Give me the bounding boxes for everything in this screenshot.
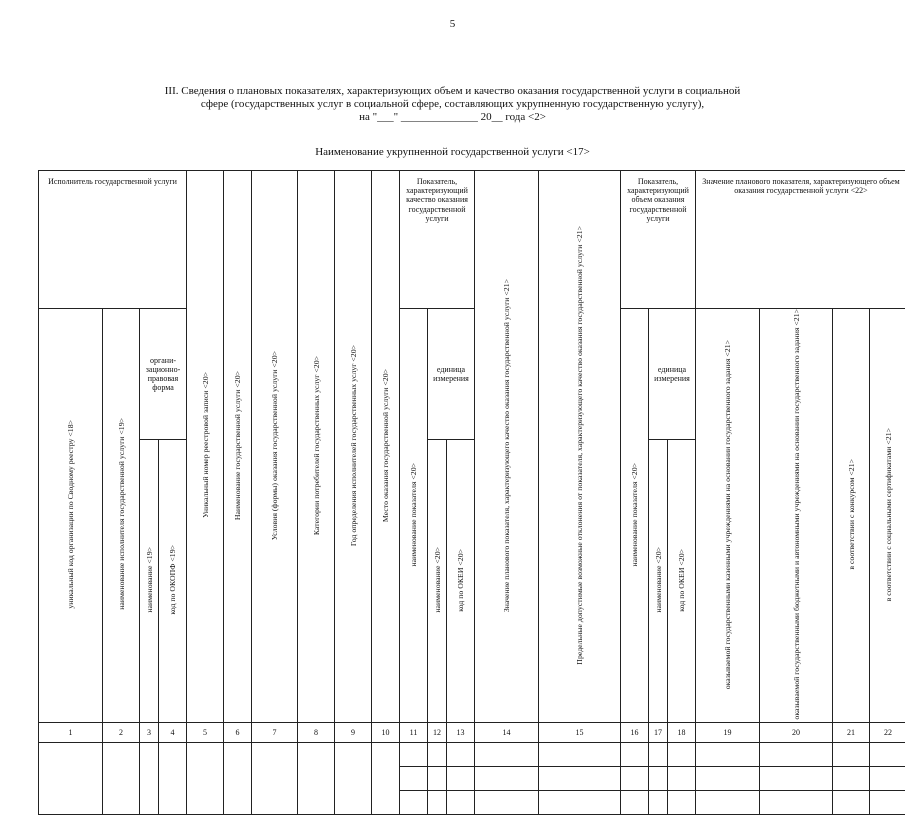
col-number: 8 <box>298 722 335 742</box>
table-cell <box>539 766 621 790</box>
header-service-name: Наименование государственной услуги <20> <box>224 171 252 723</box>
data-row <box>39 742 905 766</box>
table-cell <box>159 742 187 814</box>
header-volume: Показатель, характеризующий объем оказания государственной услуги <box>621 171 696 309</box>
table-cell <box>539 790 621 814</box>
table-cell <box>428 766 447 790</box>
table-cell <box>475 742 539 766</box>
col-number: 5 <box>187 722 224 742</box>
table-cell <box>760 742 833 766</box>
header-executor: Исполнитель государственной услуги <box>39 171 187 309</box>
table-cell <box>870 766 905 790</box>
header-quality: Показатель, характеризующий качество оказания государственной услуги <box>400 171 475 309</box>
table-cell <box>428 742 447 766</box>
header-executor-name: наименование исполнителя государственной услуги <19> <box>103 309 140 723</box>
col-number: 12 <box>428 722 447 742</box>
header-quality-deviation: Предельные допустимые возможные отклонения от показателя, характеризующего качество оказания государственной услуги <21> <box>539 171 621 723</box>
col-number: 2 <box>103 722 140 742</box>
header-quality-value: Значение планового показателя, характеризующего качество оказания государственной услуги <21> <box>475 171 539 723</box>
table-cell <box>668 742 696 766</box>
table-cell <box>621 742 649 766</box>
page-number: 5 <box>0 18 905 30</box>
table-cell <box>668 790 696 814</box>
header-volume-indicator-name: наименование показателя <20> <box>621 309 649 723</box>
col-number: 6 <box>224 722 252 742</box>
table-cell <box>400 766 428 790</box>
col-number: 9 <box>335 722 372 742</box>
header-volume-okei: код по ОКЕИ <20> <box>668 440 696 722</box>
table-cell <box>668 766 696 790</box>
heading-line-3: на "___" ______________ 20__ года <2> <box>60 111 845 124</box>
col-number: 19 <box>696 722 760 742</box>
col-number: 18 <box>668 722 696 742</box>
column-numbers-row <box>39 722 905 742</box>
table-cell <box>400 742 428 766</box>
col-number: 13 <box>447 722 475 742</box>
table-cell <box>833 742 870 766</box>
table-cell <box>621 766 649 790</box>
header-quality-indicator-name: наименование показателя <20> <box>400 309 428 723</box>
table-cell <box>833 790 870 814</box>
heading-line-1: III. Сведения о плановых показателях, характеризующих объем и качество оказания государственной услуги в социальной <box>60 85 845 98</box>
col-number: 3 <box>140 722 159 742</box>
table-cell <box>621 790 649 814</box>
table-cell <box>447 742 475 766</box>
col-number: 1 <box>39 722 103 742</box>
col-number: 14 <box>475 722 539 742</box>
col-number: 21 <box>833 722 870 742</box>
table-cell <box>335 742 372 814</box>
table-cell <box>870 742 905 766</box>
header-year: Год определения исполнителей государственных услуг <20> <box>335 171 372 723</box>
table-cell <box>140 742 159 814</box>
table-cell <box>447 790 475 814</box>
table-cell <box>696 790 760 814</box>
header-registry-number: Уникальный номер реестровой записи <20> <box>187 171 224 723</box>
table-cell <box>539 742 621 766</box>
table-cell <box>224 742 252 814</box>
header-value-competition: в соответствии с конкурсом <21> <box>833 309 870 723</box>
table-cell <box>870 790 905 814</box>
table-cell <box>252 742 298 814</box>
header-categories: Категории потребителей государственных услуг <20> <box>298 171 335 723</box>
col-number: 11 <box>400 722 428 742</box>
table-cell <box>696 766 760 790</box>
header-value-certificates: в соответствии с социальными сертификатами <21> <box>870 309 905 723</box>
header-conditions: Условия (формы) оказания государственной услуги <20> <box>252 171 298 723</box>
table-cell <box>298 742 335 814</box>
section-heading <box>60 85 845 124</box>
header-quality-unit: единица измерения <box>428 309 475 440</box>
header-okopf: код по ОКОПФ <19> <box>159 440 187 722</box>
table-cell <box>103 742 140 814</box>
table-cell <box>372 742 400 814</box>
table-cell <box>649 766 668 790</box>
header-legal-form: органи-зационно-правовая форма <box>140 309 187 440</box>
header-unique-code: уникальный код организации по Сводному реестру <18> <box>39 309 103 723</box>
table-cell <box>39 742 103 814</box>
table-cell <box>187 742 224 814</box>
table-cell <box>475 790 539 814</box>
header-value-budget: оказываемой государственными бюджетными и автономными учреждениями на основании государственного задания <21> <box>760 309 833 723</box>
table-cell <box>400 790 428 814</box>
table-cell <box>428 790 447 814</box>
header-volume-unit: единица измерения <box>649 309 696 440</box>
header-legal-form-name: наименование <19> <box>140 440 159 722</box>
service-name-heading: Наименование укрупненной государственной услуги <17> <box>0 146 905 158</box>
header-plan-value: Значение планового показателя, характеризующего объем оказания государственной услуги <22> <box>696 171 905 309</box>
header-place: Место оказания государственной услуги <20> <box>372 171 400 723</box>
col-number: 10 <box>372 722 400 742</box>
table-cell <box>649 790 668 814</box>
table-cell <box>760 766 833 790</box>
table-cell <box>833 766 870 790</box>
col-number: 22 <box>870 722 905 742</box>
table-cell <box>447 766 475 790</box>
table-cell <box>649 742 668 766</box>
header-quality-okei: код по ОКЕИ <20> <box>447 440 475 722</box>
table-cell <box>475 766 539 790</box>
col-number: 15 <box>539 722 621 742</box>
table-cell <box>696 742 760 766</box>
header-quality-unit-name: наименование <20> <box>428 440 447 722</box>
col-number: 4 <box>159 722 187 742</box>
col-number: 7 <box>252 722 298 742</box>
col-number: 17 <box>649 722 668 742</box>
col-number: 20 <box>760 722 833 742</box>
header-volume-unit-name: наименование <20> <box>649 440 668 722</box>
heading-line-2: сфере (государственных услуг в социальной сфере, составляющих укрупненную государственную услугу), <box>60 98 845 111</box>
col-number: 16 <box>621 722 649 742</box>
indicators-table <box>38 170 905 815</box>
header-value-gov: оказываемой государственными казенными учреждениями на основании государственного задания <21> <box>696 309 760 723</box>
table-cell <box>760 790 833 814</box>
